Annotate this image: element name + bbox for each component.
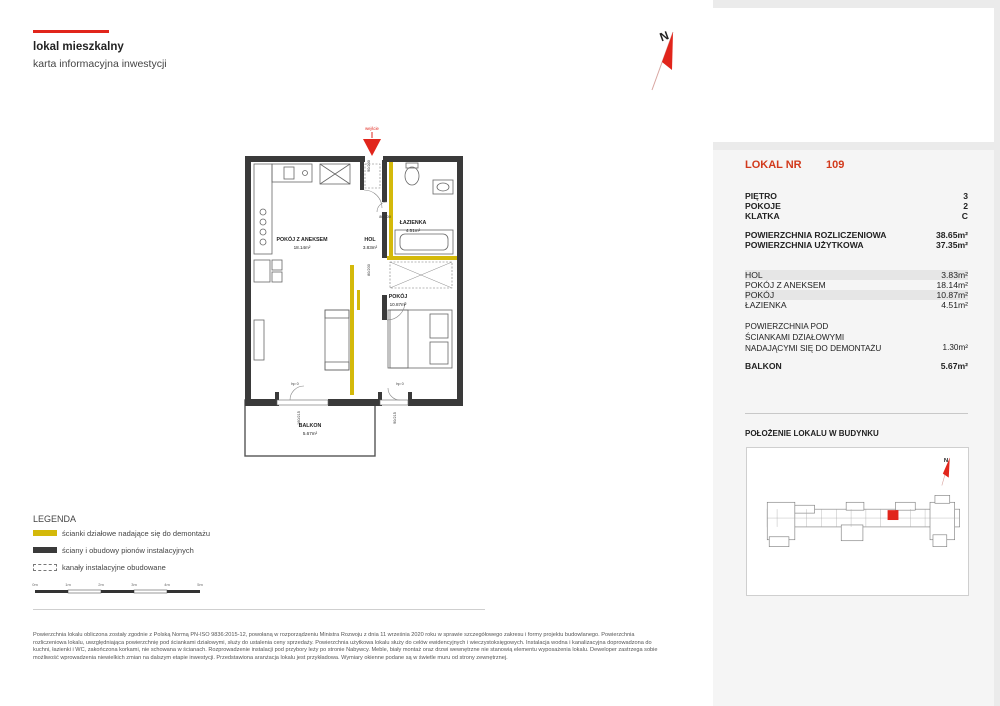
scale-tick: 4m <box>164 582 170 587</box>
info-row-usable-area <box>745 240 968 250</box>
info-label: POKOJE <box>745 201 781 211</box>
room-area: 10.87m² <box>389 302 407 307</box>
door-dimension: 90/200 <box>367 160 371 172</box>
info-row-billing-area <box>745 230 968 240</box>
info-panel <box>713 0 1000 706</box>
info-value: 2 <box>963 201 968 211</box>
info-value: 38.65m² <box>935 230 968 240</box>
legend-swatch-shafts <box>33 564 57 571</box>
legend-label: kanały instalacyjne obudowane <box>62 562 166 572</box>
legend-title: LEGENDA <box>33 514 77 524</box>
disclaimer-text: Powierzchnia lokalu obliczona zostały zgodnie z Polską Normą PN-ISO 9836:2015-12, powołaną w rozporządzeniu Ministra Rozwoju z dnia 11 września 2020 roku w sprawie szczegółowego zakresu i formy projektu budowlanego. Powierzchnia rozliczeniowa lokalu, uwzględniająca powierzchnię pod ściankami działowymi, służy do ustalenia ceny sprzedaży. Powierzchnia użytkowa lokalu służy do celów ewidencyjnych i wieczystoksięgowych. Instalacja wodna i kanalizacyjna doprowadzona do kuchni, łazienki i WC, zakończona korkami, nie schowana w ścianach. Rozprowadzenie instalacji pod przybory leży po stronie Nabywcy. Meble, biały montaż oraz drzwi wewnętrzne nie stanowią elementu wyposażenia lokalu. Deweloper zastrzega sobie możliwość wprowadzenia niewielkich zmian na dalszym etapie inwestycji. Przedstawiona aranżacja lokalu jest przykładowa. Wymiary okienne podane są w świetle muru od strony zewnętrznej. <box>33 632 658 661</box>
building-footprint <box>767 495 959 546</box>
location-title: POŁOŻENIE LOKALU W BUDYNKU <box>745 429 879 438</box>
info-label: POWIERZCHNIA ROZLICZENIOWA <box>745 230 887 240</box>
north-letter: N <box>657 28 671 45</box>
legend-item <box>33 561 166 573</box>
divider <box>33 609 485 610</box>
floor-plan <box>230 120 490 465</box>
brand-accent-bar <box>33 30 109 33</box>
info-label: POWIERZCHNIA UŻYTKOWA <box>745 240 864 250</box>
demolition-line: POWIERZCHNIA POD <box>745 322 829 331</box>
room-label: HOL <box>745 270 763 280</box>
room-label: ŁAZIENKA <box>745 300 787 310</box>
info-row-rooms <box>745 201 968 211</box>
room-row <box>745 270 968 280</box>
building-location-map <box>746 447 969 596</box>
legend-item <box>33 544 194 556</box>
info-value: 37.35m² <box>935 240 968 250</box>
entrance-arrow-icon <box>363 139 381 156</box>
scale-bar <box>33 580 213 600</box>
sill-height: hp 0 <box>396 382 404 386</box>
room-name: ŁAZIENKA <box>399 220 427 226</box>
room-label: POKÓJ Z ANEKSEM <box>745 280 826 290</box>
room-value: 18.14m² <box>936 280 968 290</box>
demolition-line: ŚCIANKAMI DZIAŁOWYMI <box>745 333 845 342</box>
info-label: PIĘTRO <box>745 191 777 201</box>
north-letter: N <box>943 457 949 464</box>
room-area: 4.51m² <box>405 228 421 233</box>
unit-highlight <box>888 510 899 520</box>
legend-label: ściany i obudowy pionów instalacyjnych <box>62 545 194 555</box>
entrance-label: wejście <box>365 126 379 131</box>
room-row <box>745 290 968 300</box>
legend-swatch-walls <box>33 547 57 553</box>
scale-tick: 3m <box>131 582 137 587</box>
info-value: 5.67m² <box>940 361 968 371</box>
document-title: lokal mieszkalny <box>33 41 124 53</box>
unit-label: LOKAL NR <box>745 159 802 171</box>
demolition-area-value: 1.30m² <box>942 343 968 352</box>
room-value: 3.83m² <box>941 270 968 280</box>
door-dimension: 80/200 <box>367 264 371 276</box>
room-value: 4.51m² <box>941 300 968 310</box>
demolition-line: NADAJĄCYMI SIĘ DO DEMONTAŻU <box>745 344 882 353</box>
room-area: 18.14m² <box>293 245 311 250</box>
legend-label: ścianki działowe nadające się do demontażu <box>62 528 211 538</box>
info-label: BALKON <box>745 361 782 371</box>
info-value: 3 <box>963 191 968 201</box>
demolition-area-label <box>745 321 905 354</box>
room-area: 5.67m² <box>302 431 318 436</box>
room-row <box>745 300 968 310</box>
room-name: POKÓJ Z ANEKSEM <box>276 237 328 243</box>
unit-number: 109 <box>826 159 845 171</box>
scale-tick: 1m <box>65 582 71 587</box>
scale-tick: 0m <box>32 582 38 587</box>
document-subtitle: karta informacyjna inwestycji <box>33 58 167 70</box>
room-name: HOL <box>364 237 376 243</box>
window-dimension: 160/215 <box>297 411 301 425</box>
legend-swatch-partitions <box>33 530 57 536</box>
info-label: KLATKA <box>745 211 780 221</box>
door-dimension: 80/200 <box>379 215 391 219</box>
scale-tick: 2m <box>98 582 104 587</box>
room-label: POKÓJ <box>745 290 775 300</box>
room-area: 3.83m² <box>362 245 378 250</box>
north-arrow-icon <box>640 22 690 94</box>
sill-height: hp 0 <box>291 382 299 386</box>
scale-tick: 5m <box>197 582 203 587</box>
room-name: POKÓJ <box>388 294 408 300</box>
info-value: C <box>961 211 968 221</box>
room-row <box>745 280 968 290</box>
room-value: 10.87m² <box>936 290 968 300</box>
room-name: BALKON <box>298 423 322 429</box>
info-row-staircase <box>745 211 968 221</box>
panel-divider <box>745 413 968 414</box>
info-row-floor <box>745 191 968 201</box>
info-row-balcony <box>745 361 968 371</box>
window-dimension: 90/215 <box>393 412 397 424</box>
legend-item <box>33 527 210 539</box>
panel-top-blank <box>713 8 994 142</box>
